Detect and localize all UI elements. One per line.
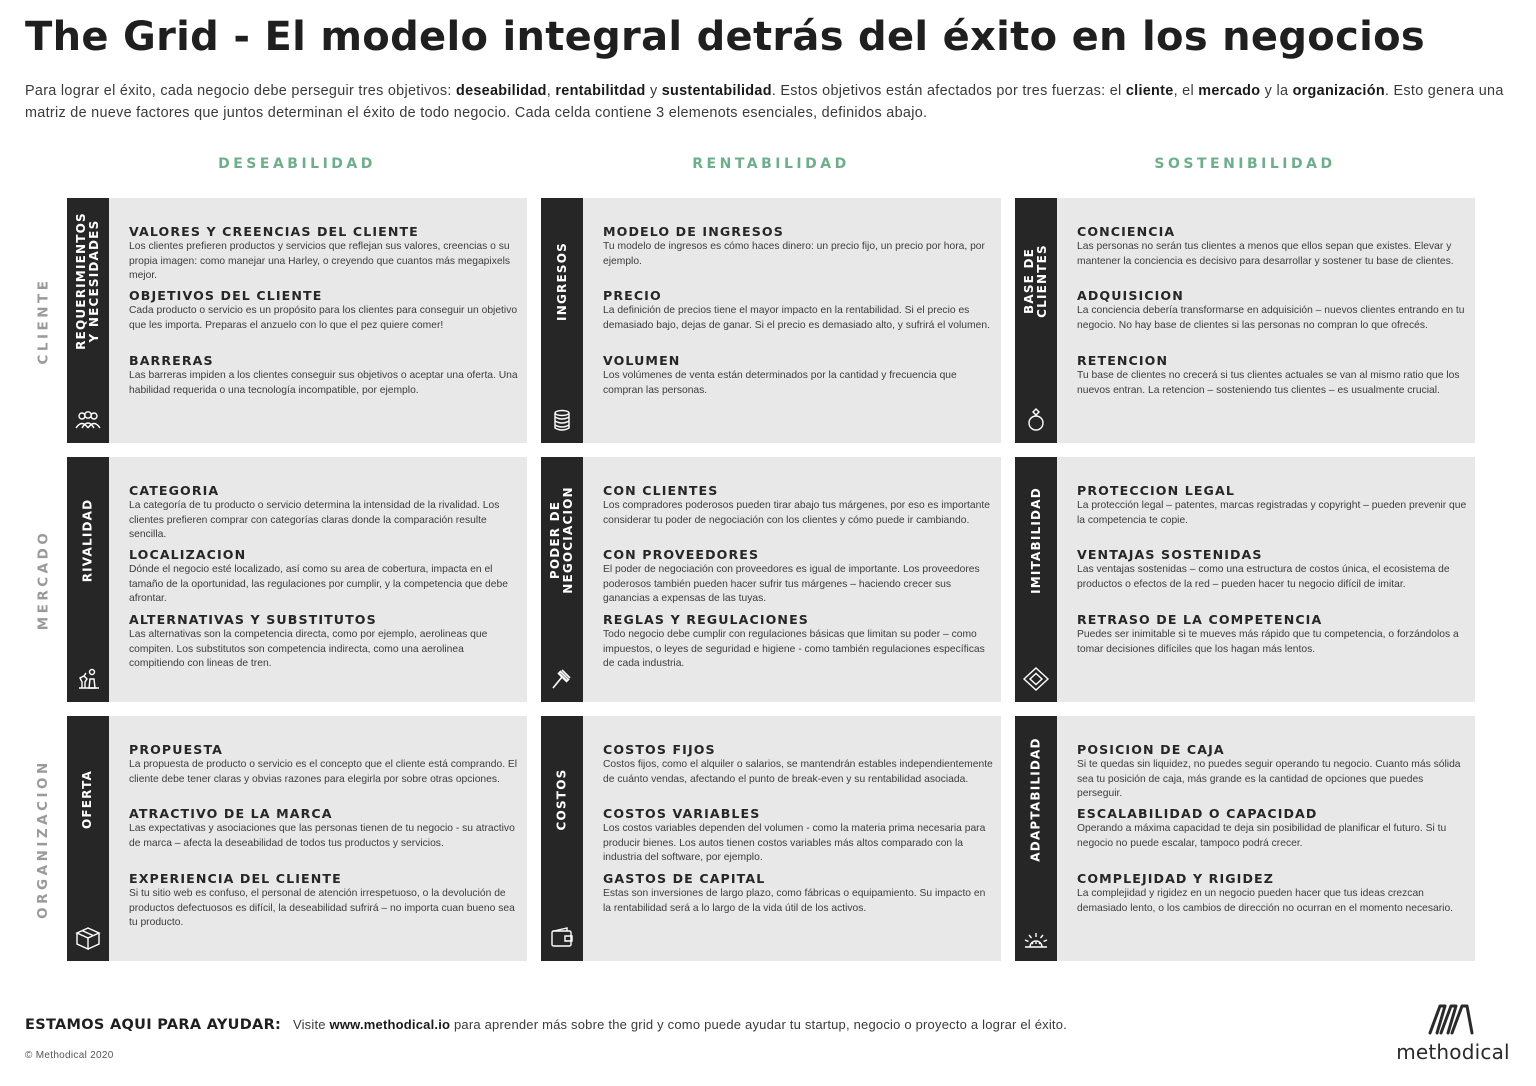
cell-side-strip bbox=[541, 716, 583, 961]
row-header-cliente: CLIENTE bbox=[35, 277, 52, 364]
footer-cta: ESTAMOS AQUI PARA AYUDAR: Visite www.methodical.io para aprender más sobre the grid y como puede ayudar tu startup, negocio o proyecto a lograr el éxito. bbox=[25, 1017, 1067, 1033]
element-description: Tu base de clientes no crecerá si tus clientes actuales se van al mismo ratio que los nuevos entran. La retencion – sosteniendo tus clientes – es usualmente crucial. bbox=[1077, 370, 1460, 396]
cell-category-label: INGRESOS bbox=[554, 241, 569, 321]
box-icon bbox=[74, 925, 102, 951]
cell-side-strip bbox=[1015, 716, 1057, 961]
element-description: Los compradores poderosos pueden tirar abajo tus márgenes, por eso es importante considerar tu poder de negociación con los clientes y cómo puede ir cambiando. bbox=[603, 500, 990, 526]
element-description: Las expectativas y asociaciones que las personas tienen de tu negocio - su atractivo de marca – afecta la deseabilidad de todos tus productos y servicios. bbox=[129, 823, 515, 849]
element-precio bbox=[603, 288, 995, 333]
element-description: Las ventajas sostenidas – como una estructura de costos única, el ecosistema de productos o efectos de la red – pueden hacer tu negocio difícil de imitar. bbox=[1077, 564, 1450, 590]
element-title: CATEGORIA bbox=[129, 483, 220, 498]
element-description: Operando a máxima capacidad te deja sin posibilidad de planificar el futuro. Si tu negocio no puede escalar, tampoco podrá crecer. bbox=[1077, 823, 1447, 849]
element-propuesta bbox=[129, 742, 521, 787]
cell-category-label: RIVALIDAD bbox=[80, 498, 95, 582]
grid-cell-rivalidad bbox=[67, 457, 527, 702]
footer-lead: ESTAMOS AQUI PARA AYUDAR: bbox=[25, 1017, 282, 1033]
element-title: EXPERIENCIA DEL CLIENTE bbox=[129, 871, 342, 886]
element-description: Dónde el negocio esté localizado, así como su area de cobertura, impacta en el tamaño de la oportunidad, las regulaciones por cumplir, y la competencia que debe afrontar. bbox=[129, 564, 508, 605]
element-description: Estas son inversiones de largo plazo, como fábricas o equipamiento. Su impacto en la rentabilidad será a lo largo de la vida útil de los activos. bbox=[603, 888, 986, 914]
element-title: COSTOS VARIABLES bbox=[603, 806, 761, 821]
element-posicion-de-caja bbox=[1077, 742, 1469, 802]
element-title: REGLAS Y REGULACIONES bbox=[603, 612, 809, 627]
element-costos-variables bbox=[603, 806, 995, 866]
methodical-logo-mark bbox=[1427, 1002, 1475, 1036]
element-alternativas-y-substitutos bbox=[129, 612, 521, 672]
wallet-icon bbox=[548, 925, 576, 951]
grid-cell-costos bbox=[541, 716, 1001, 961]
chess-icon bbox=[74, 666, 102, 692]
element-description: La protección legal – patentes, marcas registradas y copyright – pueden prevenir que la competencia te copie. bbox=[1077, 500, 1467, 526]
element-title: PRECIO bbox=[603, 288, 662, 303]
element-title: POSICION DE CAJA bbox=[1077, 742, 1225, 757]
element-escalabilidad-o-capacidad bbox=[1077, 806, 1469, 851]
element-title: COMPLEJIDAD Y RIGIDEZ bbox=[1077, 871, 1274, 886]
element-barreras bbox=[129, 353, 521, 398]
element-con-proveedores bbox=[603, 547, 995, 607]
element-description: Las alternativas son la competencia directa, como por ejemplo, aerolineas que compiten. Los substitutos son competencia indirecta, como una aerolinea compitiendo con lineas de tren. bbox=[129, 629, 488, 670]
element-title: VALORES Y CREENCIAS DEL CLIENTE bbox=[129, 224, 419, 239]
cell-category-label: IMITABILIDAD bbox=[1028, 486, 1043, 594]
element-description: Los costos variables dependen del volumen - como la materia prima necesaria para producir bienes. Los autos tienen costos variables más altos comparado con la industria del software, por ejemplo. bbox=[603, 823, 986, 864]
element-title: PROTECCION LEGAL bbox=[1077, 483, 1235, 498]
element-title: VOLUMEN bbox=[603, 353, 681, 368]
column-header-deseabilidad: DESEABILIDAD bbox=[218, 156, 376, 172]
cell-side-strip bbox=[67, 716, 109, 961]
element-description: La propuesta de producto o servicio es el concepto que el cliente está comprando. El cliente debe tener claras y obvias razones para elegirla por sobre otras opciones. bbox=[129, 759, 518, 785]
element-title: CON PROVEEDORES bbox=[603, 547, 760, 562]
grid-cell-oferta bbox=[67, 716, 527, 961]
element-description: Las personas no serán tus clientes a menos que ellos sepan que existes. Elevar y mantener la conciencia es decisivo para desarrollar y sostener tu base de clientes. bbox=[1077, 241, 1454, 267]
page-title: The Grid - El modelo integral detrás del éxito en los negocios bbox=[25, 14, 1425, 60]
element-description: La complejidad y rigidez en un negocio pueden hacer que tus ideas crezcan demasiado lento, o los cambios de dirección no ocurran en el momento necesario. bbox=[1077, 888, 1454, 914]
grid-cell-adaptabilidad bbox=[1015, 716, 1475, 961]
cell-side-strip bbox=[1015, 457, 1057, 702]
methodical-logo-text: methodical bbox=[1396, 1040, 1510, 1064]
cell-category-label: COSTOS bbox=[554, 768, 569, 830]
cell-category-label: BASE DE CLIENTES bbox=[1022, 244, 1050, 318]
row-header-organizacion: ORGANIZACION bbox=[35, 758, 52, 919]
element-retraso-de-la-competencia bbox=[1077, 612, 1469, 657]
element-description: Cada producto o servicio es un propósito para los clientes para conseguir un objetivo que les importa. Preparas el anzuelo con lo que el pez quiere comer! bbox=[129, 305, 518, 331]
element-description: Los volúmenes de venta están determinados por la cantidad y frecuencia que compran las personas. bbox=[603, 370, 957, 396]
people-group-icon bbox=[74, 407, 102, 433]
cell-category-label: OFERTA bbox=[80, 769, 95, 829]
element-title: PROPUESTA bbox=[129, 742, 224, 757]
cell-category-label: PODER DE NEGOCIACION bbox=[548, 486, 576, 594]
ring-icon bbox=[1022, 407, 1050, 433]
cell-side-strip bbox=[541, 457, 583, 702]
element-title: ADQUISICION bbox=[1077, 288, 1184, 303]
column-header-rentabilidad: RENTABILIDAD bbox=[692, 156, 850, 172]
element-title: ATRACTIVO DE LA MARCA bbox=[129, 806, 333, 821]
element-categoria bbox=[129, 483, 521, 543]
cell-side-strip bbox=[67, 198, 109, 443]
element-title: RETENCION bbox=[1077, 353, 1169, 368]
website-link[interactable]: www.methodical.io bbox=[329, 1017, 451, 1032]
element-proteccion-legal bbox=[1077, 483, 1469, 528]
element-ventajas-sostenidas bbox=[1077, 547, 1469, 592]
element-costos-fijos bbox=[603, 742, 995, 787]
element-title: COSTOS FIJOS bbox=[603, 742, 716, 757]
grid-cell-base-de-clientes bbox=[1015, 198, 1475, 443]
element-experiencia-del-cliente bbox=[129, 871, 521, 931]
element-title: OBJETIVOS DEL CLIENTE bbox=[129, 288, 323, 303]
element-reglas-y-regulaciones bbox=[603, 612, 995, 672]
element-title: BARRERAS bbox=[129, 353, 214, 368]
element-title: GASTOS DE CAPITAL bbox=[603, 871, 766, 886]
element-localizacion bbox=[129, 547, 521, 607]
element-description: Tu modelo de ingresos es cómo haces dinero: un precio fijo, un precio por hora, por ejemplo. bbox=[603, 241, 985, 267]
element-title: MODELO DE INGRESOS bbox=[603, 224, 784, 239]
element-description: Los clientes prefieren productos y servicios que reflejan sus valores, creencias o su propia imagen: como manejar una Harley, o creyendo que cuantos más megapixels mejor. bbox=[129, 241, 510, 282]
grid-cell-poder-de-negociacion bbox=[541, 457, 1001, 702]
element-retencion bbox=[1077, 353, 1469, 398]
element-adquisicion bbox=[1077, 288, 1469, 333]
row-header-mercado: MERCADO bbox=[35, 529, 51, 630]
coin-stack-icon bbox=[548, 407, 576, 433]
element-title: LOCALIZACION bbox=[129, 547, 247, 562]
element-title: CONCIENCIA bbox=[1077, 224, 1176, 239]
element-title: ALTERNATIVAS Y SUBSTITUTOS bbox=[129, 612, 377, 627]
element-description: Costos fijos, como el alquiler o salarios, se mantendrán estables independientemente de cuánto vendas, afectando el punto de break-even y su rentabilidad asociada. bbox=[603, 759, 993, 785]
cell-side-strip bbox=[67, 457, 109, 702]
element-description: Si tu sitio web es confuso, el personal de atención irrespetuoso, o la devolución de productos defectuosos es difícil, la deseabilidad sufrirá – no importa cuan bueno sea tu producto. bbox=[129, 888, 515, 929]
cell-category-label: ADAPTABILIDAD bbox=[1028, 736, 1043, 862]
element-description: Las barreras impiden a los clientes conseguir sus objetivos o aceptar una oferta. Una habilidad requerida o una tecnología incompatible, por ejemplo. bbox=[129, 370, 518, 396]
element-description: El poder de negociación con proveedores es igual de importante. Los proveedores poderosos también pueden hacer sufrir tus márgenes – haciendo crecer sus ganancias a expensas de las tuyas. bbox=[603, 564, 980, 605]
element-description: Si te quedas sin liquidez, no puedes seguir operando tu negocio. Cuanto más sólida sea tu posición de caja, más grande es la cantidad de opciones que puedes perseguir. bbox=[1077, 759, 1461, 800]
element-title: ESCALABILIDAD O CAPACIDAD bbox=[1077, 806, 1318, 821]
element-description: La definición de precios tiene el mayor impacto en la rentabilidad. Si el precio es demasiado bajo, dejas de ganar. Si el precio es demasiado alto, y sufrirá el volumen. bbox=[603, 305, 990, 331]
element-description: La categoría de tu producto o servicio determina la intensidad de la rivalidad. Los clientes prefieren comprar con categorías claras donde la comparación resulte sencilla. bbox=[129, 500, 500, 541]
element-description: La conciencia debería transformarse en adquisición – nuevos clientes entrando en tu negocio. No hay base de clientes si las personas no compran lo que ofrecés. bbox=[1077, 305, 1465, 331]
sunrise-icon bbox=[1022, 925, 1050, 951]
grid-cell-requerimientos-y-necesidades bbox=[67, 198, 527, 443]
element-atractivo-de-la-marca bbox=[129, 806, 521, 851]
element-description: Puedes ser inimitable si te mueves más rápido que tu competencia, o forzándolos a tomar decisiones difíciles que los hagan más lentos. bbox=[1077, 629, 1459, 655]
element-title: RETRASO DE LA COMPETENCIA bbox=[1077, 612, 1323, 627]
grid-cell-imitabilidad bbox=[1015, 457, 1475, 702]
column-header-sostenibilidad: SOSTENIBILIDAD bbox=[1154, 156, 1336, 172]
cell-side-strip bbox=[1015, 198, 1057, 443]
element-description: Todo negocio debe cumplir con regulaciones básicas que limitan su poder – como impuestos, o leyes de seguridad e higiene - como también regulaciones específicas de cada industria. bbox=[603, 629, 985, 670]
grid-cell-ingresos bbox=[541, 198, 1001, 443]
cell-side-strip bbox=[541, 198, 583, 443]
methodical-logo[interactable] bbox=[1393, 1000, 1513, 1065]
cell-category-label: REQUERIMIENTOS Y NECESIDADES bbox=[74, 212, 102, 350]
element-title: CON CLIENTES bbox=[603, 483, 719, 498]
element-complejidad-y-rigidez bbox=[1077, 871, 1469, 916]
element-volumen bbox=[603, 353, 995, 398]
element-gastos-de-capital bbox=[603, 871, 995, 916]
element-con-clientes bbox=[603, 483, 995, 528]
element-modelo-de-ingresos bbox=[603, 224, 995, 269]
element-title: VENTAJAS SOSTENIDAS bbox=[1077, 547, 1263, 562]
element-conciencia bbox=[1077, 224, 1469, 269]
diamond-icon bbox=[1022, 666, 1050, 692]
gavel-icon bbox=[548, 666, 576, 692]
copyright: © Methodical 2020 bbox=[25, 1050, 114, 1061]
element-objetivos-del-cliente bbox=[129, 288, 521, 333]
element-valores-y-creencias-del-cliente bbox=[129, 224, 521, 284]
intro-text: Para lograr el éxito, cada negocio debe perseguir tres objetivos: deseabilidad, rentabilitdad y sustentabilidad. Estos objetivos están afectados por tres fuerzas: el cliente, el mercado y la organización. Esto genera una matriz de nueve factores que juntos determinan el éxito de todo negocio. Cada celda contiene 3 elemenots esenciales, definidos abajo. bbox=[25, 83, 1504, 121]
